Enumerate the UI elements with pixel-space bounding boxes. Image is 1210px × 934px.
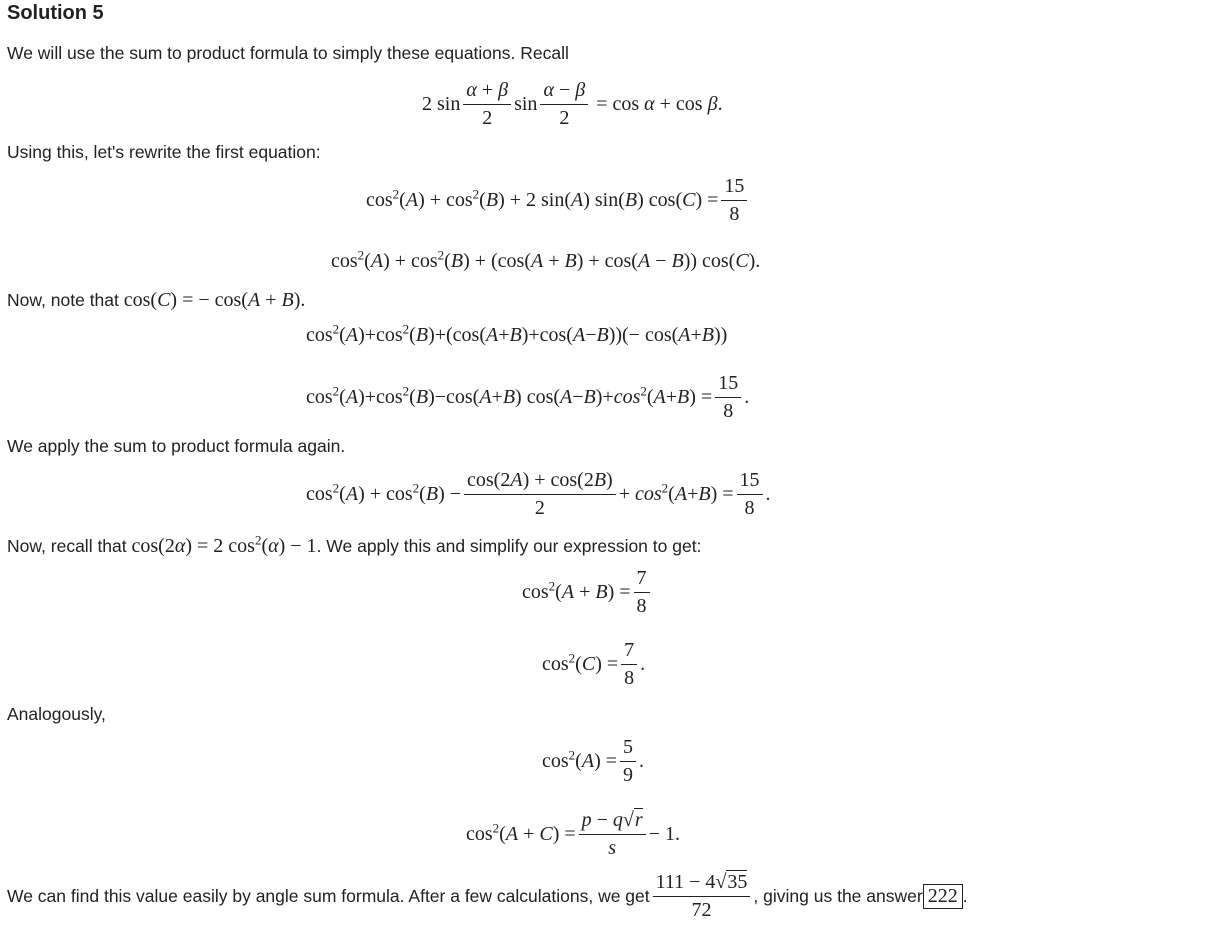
equation-cos2-a-plus-c: $\cos^2(A + C)$ = $\frac{p - q√r}{s}$ − 1.	[466, 809, 680, 859]
paragraph-analogously: Analogously,	[7, 704, 106, 724]
paragraph-final: We can find this value easily by angle sum formula. After a few calculations, we get $\frac{111 - 4√35}{72}$ , giving us the answer 222 .	[7, 871, 968, 921]
intro-paragraph: We will use the sum to product formula to simply these equations. Recall	[7, 43, 569, 63]
solution-heading: Solution 5	[7, 2, 104, 24]
equation-cos2-a-plus-b: $\cos^2(A + B)$ = $\frac{7}{8}$	[522, 568, 653, 617]
answer-fraction: $\frac{111 - 4√35}{72}$	[653, 872, 751, 921]
equation-double-angle: $\cos^2(A) + \cos^2(B)$ − $\frac{\cos(2A) + \cos(2B)}{2}$ + $\cos^2(A+B)$ = $\frac{15}{8}$ .	[306, 469, 771, 519]
answer-box: 222	[923, 884, 963, 909]
equation-substituted: $\cos^2(A)+\cos^2(B)+(\cos(A+B)+\cos(A-B))(- \cos(A+B))$	[306, 321, 728, 346]
equation-cos2-c: $\cos^2(C)$ = $\frac{7}{8}$ .	[542, 639, 646, 689]
paragraph-rewrite: Using this, let's rewrite the first equation:	[7, 142, 321, 162]
paragraph-apply-again: We apply the sum to product formula again.	[7, 436, 346, 456]
equation-first: $\cos^2(A) + \cos^2(B) + 2$ sin(A) sin(B) cos(C) = $\frac{15}{8}$	[366, 176, 750, 225]
paragraph-recall: Now, recall that cos(2α) = 2 $\cos^2(\alpha) - 1$. We apply this and simplify our expression to get:	[7, 532, 702, 557]
equation-expanded: $\cos^2(A) + \cos^2(B) + (\cos(A + B) + \cos(A - B))$ cos(C).	[331, 247, 761, 272]
paragraph-note: Now, note that cos(C) = − cos(A + B).	[7, 289, 306, 311]
equation-sum-to-product: 2 sin $\frac{\alpha + \beta}{2}$ sin $\frac{\alpha - \beta}{2}$ = cos α + cos β.	[422, 79, 723, 129]
equation-cos2-a: $\cos^2(A)$ = $\frac{5}{9}$ .	[542, 736, 645, 786]
equation-simplified: $\cos^2(A)+\cos^2(B)-\cos(A+B) \cos(A-B)+\cos^2(A+B)$ = $\frac{15}{8}$ .	[306, 372, 750, 422]
